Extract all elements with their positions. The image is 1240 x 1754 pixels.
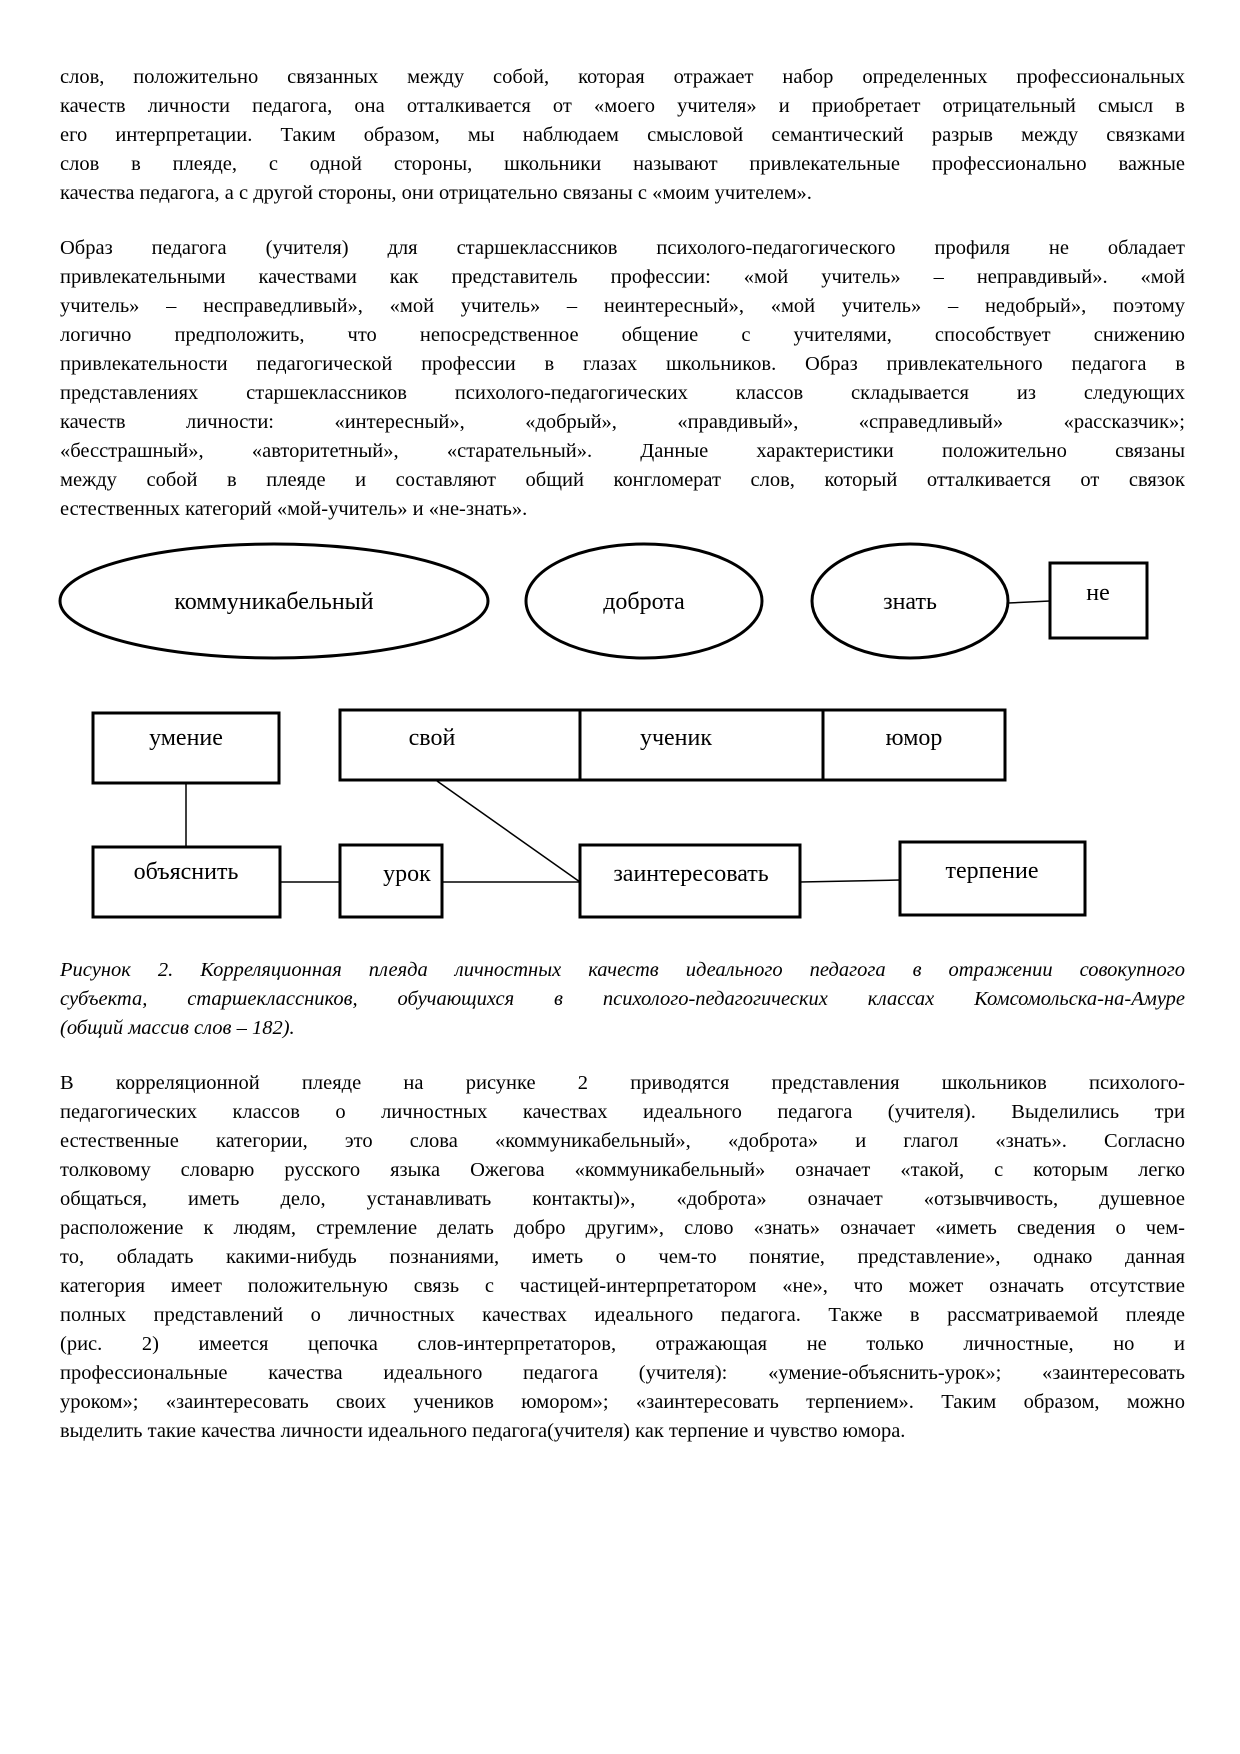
text-line: естественные категории, это слова «коммуникабельный», «доброта» и глагол «знать». Согласно — [60, 1130, 1185, 1152]
text-line: представлениях старшеклассников психолого-педагогических классов складывается из следующих — [60, 382, 1185, 404]
label-explain: объяснить — [133, 859, 239, 885]
label-communicative: коммуникабельный — [174, 589, 374, 615]
text-line: «бесстрашный», «авторитетный», «старательный». Данные характеристики положительно связаны — [60, 440, 1185, 462]
text-line: расположение к людям, стремление делать добро другим», слово «знать» означает «иметь сведения о чем- — [60, 1217, 1185, 1239]
text-line: привлекательными качествами как представитель профессии: «мой учитель» – неправдивый». «мой — [60, 266, 1185, 288]
text-line: педагогических классов о личностных качествах идеального педагога (учителя). Выделились три — [60, 1101, 1185, 1123]
text-line: уроком»; «заинтересовать своих учеников юмором»; «заинтересовать терпением». Таким образом, можно — [60, 1391, 1185, 1413]
figure-caption — [60, 956, 1185, 1043]
text-line: (рис. 2) имеется цепочка слов-интерпретаторов, отражающая не только личностные, но и — [60, 1333, 1185, 1355]
text-line: то, обладать какими-нибудь познаниями, иметь о чем-то понятие, представление», однако данная — [60, 1246, 1185, 1268]
text-line: слов, положительно связанных между собой, которая отражает набор определенных профессиональных — [60, 66, 1185, 88]
text-line: качеств личности: «интересный», «добрый», «правдивый», «справедливый» «рассказчик»; — [60, 411, 1185, 433]
label-patience: терпение — [945, 858, 1039, 884]
text-line: категория имеет положительную связь с частицей-интерпретатором «не», что может означать отсутствие — [60, 1275, 1185, 1297]
label-kindness: доброта — [603, 589, 685, 615]
caption-line: субъекта, старшеклассников, обучающихся в психолого-педагогических классах Комсомольска-на-Амуре — [60, 988, 1185, 1010]
label-know: знать — [883, 589, 937, 615]
text-line: В корреляционной плеяде на рисунке 2 приводятся представления школьников психолого- — [60, 1072, 1185, 1094]
text-line: естественных категорий «мой-учитель» и «не-знать». — [60, 498, 528, 520]
label-ne: не — [1086, 580, 1110, 606]
text-line: Образ педагога (учителя) для старшеклассников психолого-педагогического профиля не обладает — [60, 237, 1185, 259]
box-own — [340, 710, 580, 780]
link-know-ne — [1008, 601, 1050, 603]
text-line: учитель» – несправедливый», «мой учитель» – неинтересный», «мой учитель» – недобрый», поэтому — [60, 295, 1185, 317]
text-line: логично предположить, что непосредственное общение с учителями, способствует снижению — [60, 324, 1185, 346]
text-line: толковому словарю русского языка Ожегова «коммуникабельный» означает «такой, с которым легко — [60, 1159, 1185, 1181]
caption-line: (общий массив слов – 182). — [60, 1017, 295, 1039]
text-line: выделить такие качества личности идеального педагога(учителя) как терпение и чувство юмора. — [60, 1420, 906, 1442]
link-own-interest — [437, 781, 580, 882]
text-line: общаться, иметь дело, устанавливать контакты)», «доброта» означает «отзывчивость, душевное — [60, 1188, 1185, 1210]
paragraph-3 — [60, 1069, 1185, 1446]
text-line: между собой в плеяде и составляют общий конгломерат слов, который отталкивается от связок — [60, 469, 1185, 491]
text-line: его интерпретации. Таким образом, мы наблюдаем смысловой семантический разрыв между связками — [60, 124, 1185, 146]
label-humor: юмор — [885, 725, 943, 751]
text-line: слов в плеяде, с одной стороны, школьники называют привлекательные профессионально важные — [60, 153, 1185, 175]
caption-line: Рисунок 2. Корреляционная плеяда личностных качеств идеального педагога в отражении совокупного — [60, 959, 1185, 981]
text-line: полных представлений о личностных качествах идеального педагога. Также в рассматриваемой плеяде — [60, 1304, 1185, 1326]
text-line: качеств личности педагога, она отталкивается от «моего учителя» и приобретает отрицательный смысл в — [60, 95, 1185, 117]
label-skill: умение — [149, 725, 223, 751]
label-lesson: урок — [383, 861, 431, 887]
text-line: качества педагога, а с другой стороны, они отрицательно связаны с «моим учителем». — [60, 182, 812, 204]
label-student: ученик — [639, 725, 713, 751]
label-interest: заинтересовать — [613, 861, 769, 887]
text-line: привлекательности педагогической профессии в глазах школьников. Образ привлекательного педагога в — [60, 353, 1185, 375]
link-interest-patience — [800, 880, 900, 882]
text-line: профессиональные качества идеального педагога (учителя): «умение-объяснить-урок»; «заинтересовать — [60, 1362, 1185, 1384]
label-own: свой — [408, 725, 456, 751]
